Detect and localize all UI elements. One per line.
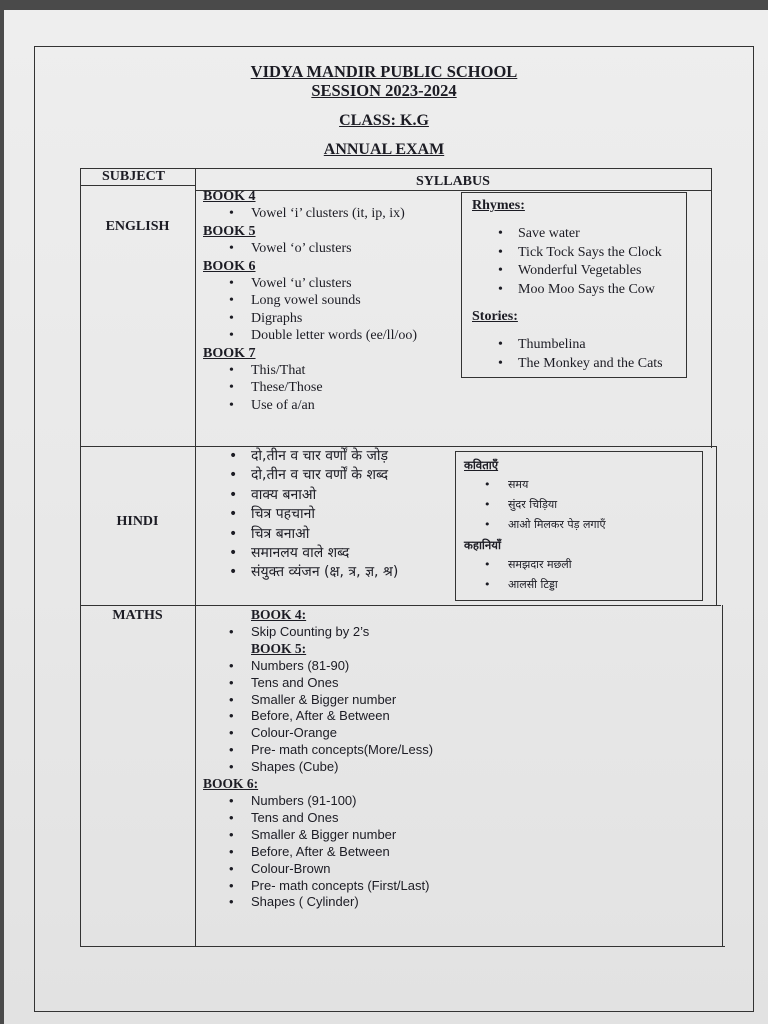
hindi-topics [203, 447, 453, 583]
maths-books [203, 607, 503, 911]
english-book-6-title: BOOK 6 [203, 258, 256, 274]
list-item: • Pre- math concepts (First/Last) [203, 878, 503, 895]
list-item: • Moo Moo Says the Cow [472, 281, 686, 300]
list-item: • This/That [203, 362, 461, 379]
maths-book-4-title: BOOK 4: [251, 607, 307, 622]
list-item: • सुंदर चिड़िया [464, 495, 702, 515]
list-item: • Skip Counting by 2’s [203, 624, 503, 641]
maths-book-4-list [203, 624, 503, 641]
subject-column-divider [195, 168, 196, 946]
list-item: • Pre- math concepts(More/Less) [203, 742, 503, 759]
list-item: • Save water [472, 225, 686, 244]
list-item: • Smaller & Bigger number [203, 692, 503, 709]
english-book-6-list [203, 275, 461, 345]
list-item: • दो,तीन व चार वर्णों के शब्द [203, 466, 453, 485]
poems-list [464, 475, 702, 535]
list-item: • The Monkey and the Cats [472, 355, 686, 374]
syllabus-column-header: SYLLABUS [416, 174, 490, 189]
list-item: • Shapes ( Cylinder) [203, 894, 503, 911]
list-item: • चित्र बनाओ [203, 525, 453, 544]
list-item: • Tens and Ones [203, 810, 503, 827]
list-item: • समय [464, 475, 702, 495]
list-item: • वाक्य बनाओ [203, 486, 453, 505]
list-item: • Tens and Ones [203, 675, 503, 692]
english-rhymes-stories-box [461, 192, 687, 378]
list-item: • Long vowel sounds [203, 292, 461, 309]
school-header [0, 62, 768, 100]
list-item: • समझदार मछली [464, 555, 702, 575]
class-title: CLASS: K.G [339, 112, 429, 129]
hindi-topic-list [203, 447, 453, 583]
list-item: • Colour-Orange [203, 725, 503, 742]
table-right-border-bottom [722, 605, 723, 946]
list-item: • दो,तीन व चार वर्णों के जोड़ [203, 447, 453, 466]
subject-english: ENGLISH [105, 219, 170, 234]
list-item: • Vowel ‘i’ clusters (it, ip, ix) [203, 205, 461, 222]
maths-book-5-list [203, 658, 503, 776]
list-item: • आओ मिलकर पेड़ लगाएँ [464, 515, 702, 535]
table-left-border [80, 168, 81, 946]
table-top-border [80, 168, 711, 169]
exam-title: ANNUAL EXAM [323, 141, 445, 158]
list-item: • These/Those [203, 379, 461, 396]
english-book-4-title: BOOK 4 [203, 189, 256, 204]
maths-book-6-title: BOOK 6: [203, 776, 259, 792]
list-item: • Vowel ‘u’ clusters [203, 275, 461, 292]
hindi-row-divider [80, 605, 721, 606]
list-item: • Colour-Brown [203, 861, 503, 878]
hindi-stories-title: कहानियाँ [464, 538, 501, 552]
rhymes-title: Rhymes: [472, 198, 525, 213]
english-book-7-title: BOOK 7 [203, 345, 256, 361]
maths-book-6-list [203, 793, 503, 911]
list-item: • Smaller & Bigger number [203, 827, 503, 844]
list-item: • Numbers (81-90) [203, 658, 503, 675]
english-book-5-title: BOOK 5 [203, 223, 256, 239]
hindi-poems-stories-box [455, 451, 703, 601]
list-item: • Thumbelina [472, 336, 686, 355]
stories-title: Stories: [472, 308, 518, 324]
list-item: • Tick Tock Says the Clock [472, 244, 686, 263]
list-item: • Digraphs [203, 310, 461, 327]
list-item: • संयुक्त व्यंजन (क्ष, त्र, ज्ञ, श्र) [203, 563, 453, 582]
poems-title: कविताएँ [464, 458, 499, 472]
table-right-border-top [711, 168, 712, 448]
english-book-7-list [203, 362, 461, 414]
session-title: SESSION 2023-2024 [311, 81, 457, 100]
school-name: VIDYA MANDIR PUBLIC SCHOOL [250, 62, 518, 81]
english-book-4-list [203, 205, 461, 222]
table-right-border-mid [716, 446, 717, 606]
list-item: • Double letter words (ee/ll/oo) [203, 327, 461, 344]
english-books [203, 188, 461, 414]
maths-book-5-title: BOOK 5: [251, 640, 307, 656]
list-item: • समानलय वाले शब्द [203, 544, 453, 563]
list-item: • Before, After & Between [203, 708, 503, 725]
list-item: • Vowel ‘o’ clusters [203, 240, 461, 257]
list-item: • Use of a/an [203, 397, 461, 414]
english-book-5-list [203, 240, 461, 257]
rhymes-list [472, 225, 686, 300]
list-item: • Wonderful Vegetables [472, 262, 686, 281]
list-item: • Numbers (91-100) [203, 793, 503, 810]
list-item: • आलसी टिड्डा [464, 575, 702, 595]
subject-header-underline [80, 185, 195, 186]
list-item: • Before, After & Between [203, 844, 503, 861]
stories-list [472, 336, 686, 374]
list-item: • Shapes (Cube) [203, 759, 503, 776]
table-bottom-border [80, 946, 725, 947]
subject-maths: MATHS [112, 608, 163, 623]
subject-column-header: SUBJECT [102, 169, 166, 184]
subject-hindi: HINDI [116, 514, 159, 529]
hindi-stories-list [464, 555, 702, 595]
list-item: • चित्र पहचानो [203, 505, 453, 524]
